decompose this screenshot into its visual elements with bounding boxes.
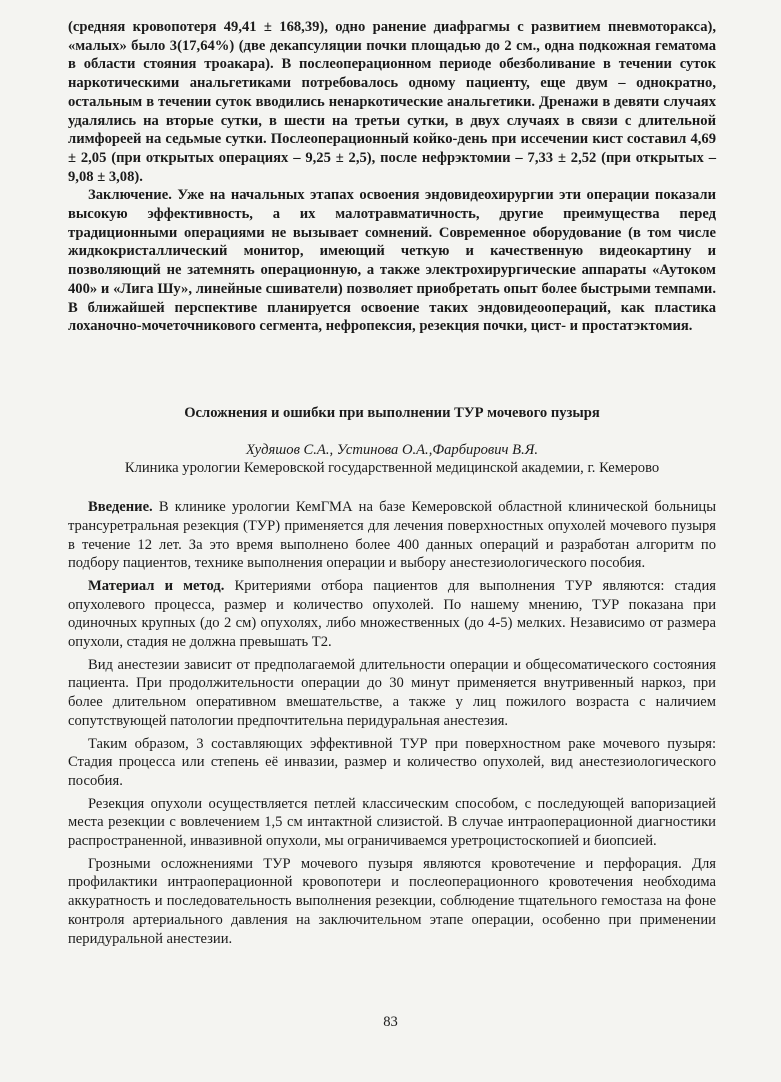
results-paragraph: (средняя кровопотеря 49,41 ± 168,39), одно ранение диафрагмы с развитием пневмоторакса), «малых» было 3(17,64%) (две декапсуляции почки площадью до 2 см., одна подкожная гематома в области стояния троакара). В послеоперационном периоде обезболивание в течении суток наркотическими анальгетиками потребовалось одному пациенту, еще двум – однократно, остальным в течении суток вводились ненаркотические анальгетики. Дренажи в девяти случаях удалялись на вторые сутки, в шести на третьи сутки, в двух случаях в связи с длительной лимфореей на седьмые сутки. Послеоперационный койко-день при иссечении кист составил 4,69 ± 2,05 (при открытых операциях – 9,25 ± 2,5), после нефрэктомии – 7,33 ± 2,52 (при открытых – 9,08 ± 3,08). (68, 19, 716, 185)
article-authors: Худяшов С.А., Устинова О.А.,Фарбирович В.Я. (246, 441, 538, 458)
article-affiliation: Клиника урологии Кемеровской государственной медицинской академии, г. Кемерово (124, 460, 660, 477)
conclusion-paragraph (68, 186, 716, 336)
components-paragraph: Таким образом, 3 составляющих эффективной ТУР при поверхностном раке мочевого пузыря: Стадия процесса или степень её инвазии, размер и количество опухолей, вид анестезиологического пособия. (68, 735, 716, 789)
introduction-paragraph (68, 498, 716, 573)
introduction-text: В клинике урологии КемГМА на базе Кемеровской областной клинической больницы трансуретральная резекция (ТУР) применяется для лечения поверхностных опухолей мочевого пузыря в течение 12 лет. За это время выполнено более 400 данных операций и разработан алгоритм по подбору пациентов, технике выполнения операции и выбору анестезиологического пособия. (68, 499, 716, 572)
conclusion-heading: Заключение. (88, 187, 172, 204)
resection-paragraph: Резекция опухоли осуществляется петлей классическим способом, с последующей вапоризацией места резекции с вовлечением 1,5 см интактной слизистой. В случае интраоперационной диагностики распространенной, инвазивной опухоли, мы ограничиваемся уретроцистоскопией и биопсией. (68, 795, 716, 850)
page-number: 83 (383, 1014, 398, 1030)
article (68, 404, 716, 948)
previous-article-continuation (68, 18, 716, 336)
article-title: Осложнения и ошибки при выполнении ТУР мочевого пузыря (184, 405, 600, 421)
methods-paragraph (68, 577, 716, 652)
methods-text: Критериями отбора пациентов для выполнения ТУР являются: стадия опухолевого процесса, размер и количество опухолей. По нашему мнению, ТУР показана при одиночных крупных (до 2 см) опухолях, либо множественных (до 4-5) мелких. Независимо от размера опухоли, стадия не должна превышать Т2. (68, 577, 717, 651)
anesthesia-paragraph: Вид анестезии зависит от предполагаемой длительности операции и общесоматического состояния пациента. При продолжительности операции до 30 минут применяется внутривенный наркоз, при более длительном оперативном вмешательстве, а также у лиц пожилого возраста с наличием сопутствующей патологии предпочтительна перидуральная анестезия. (68, 656, 716, 729)
conclusion-text: Уже на начальных этапах освоения эндовидеохирургии эти операции показали высокую эффективность, а их малотравматичность, другие преимущества перед традиционными операциями не вызывает сомнений. Современное оборудование (в том числе жидкокристаллический монитор, имеющий четкую и качественную видеокартину и позволяющий не затемнять операционную, а также электрохирургические аппараты «Аутоком 400» и «Лига Шу», линейные сшиватели) позволяет приобретать опыт более быстрыми темпами. В ближайшей перспективе планируется освоение таких эндовидеоопераций, как пластика лоханочно-мочеточникового сегмента, нефропексия, резекция почки, цист- и простатэктомия. (68, 187, 716, 335)
introduction-heading: Введение. (88, 499, 153, 516)
complications-paragraph: Грозными осложнениями ТУР мочевого пузыря являются кровотечение и перфорация. Для профилактики интраоперационной кровопотери и послеоперационного кровотечения необходима аккуратность и последовательность выполнения резекции, соблюдение тщательного гемостаза на фоне контроля артериального давления на заключительном этапе операции, особенно при применении перидуральной анестезии. (68, 855, 716, 947)
methods-heading: Материал и метод. (88, 577, 225, 594)
